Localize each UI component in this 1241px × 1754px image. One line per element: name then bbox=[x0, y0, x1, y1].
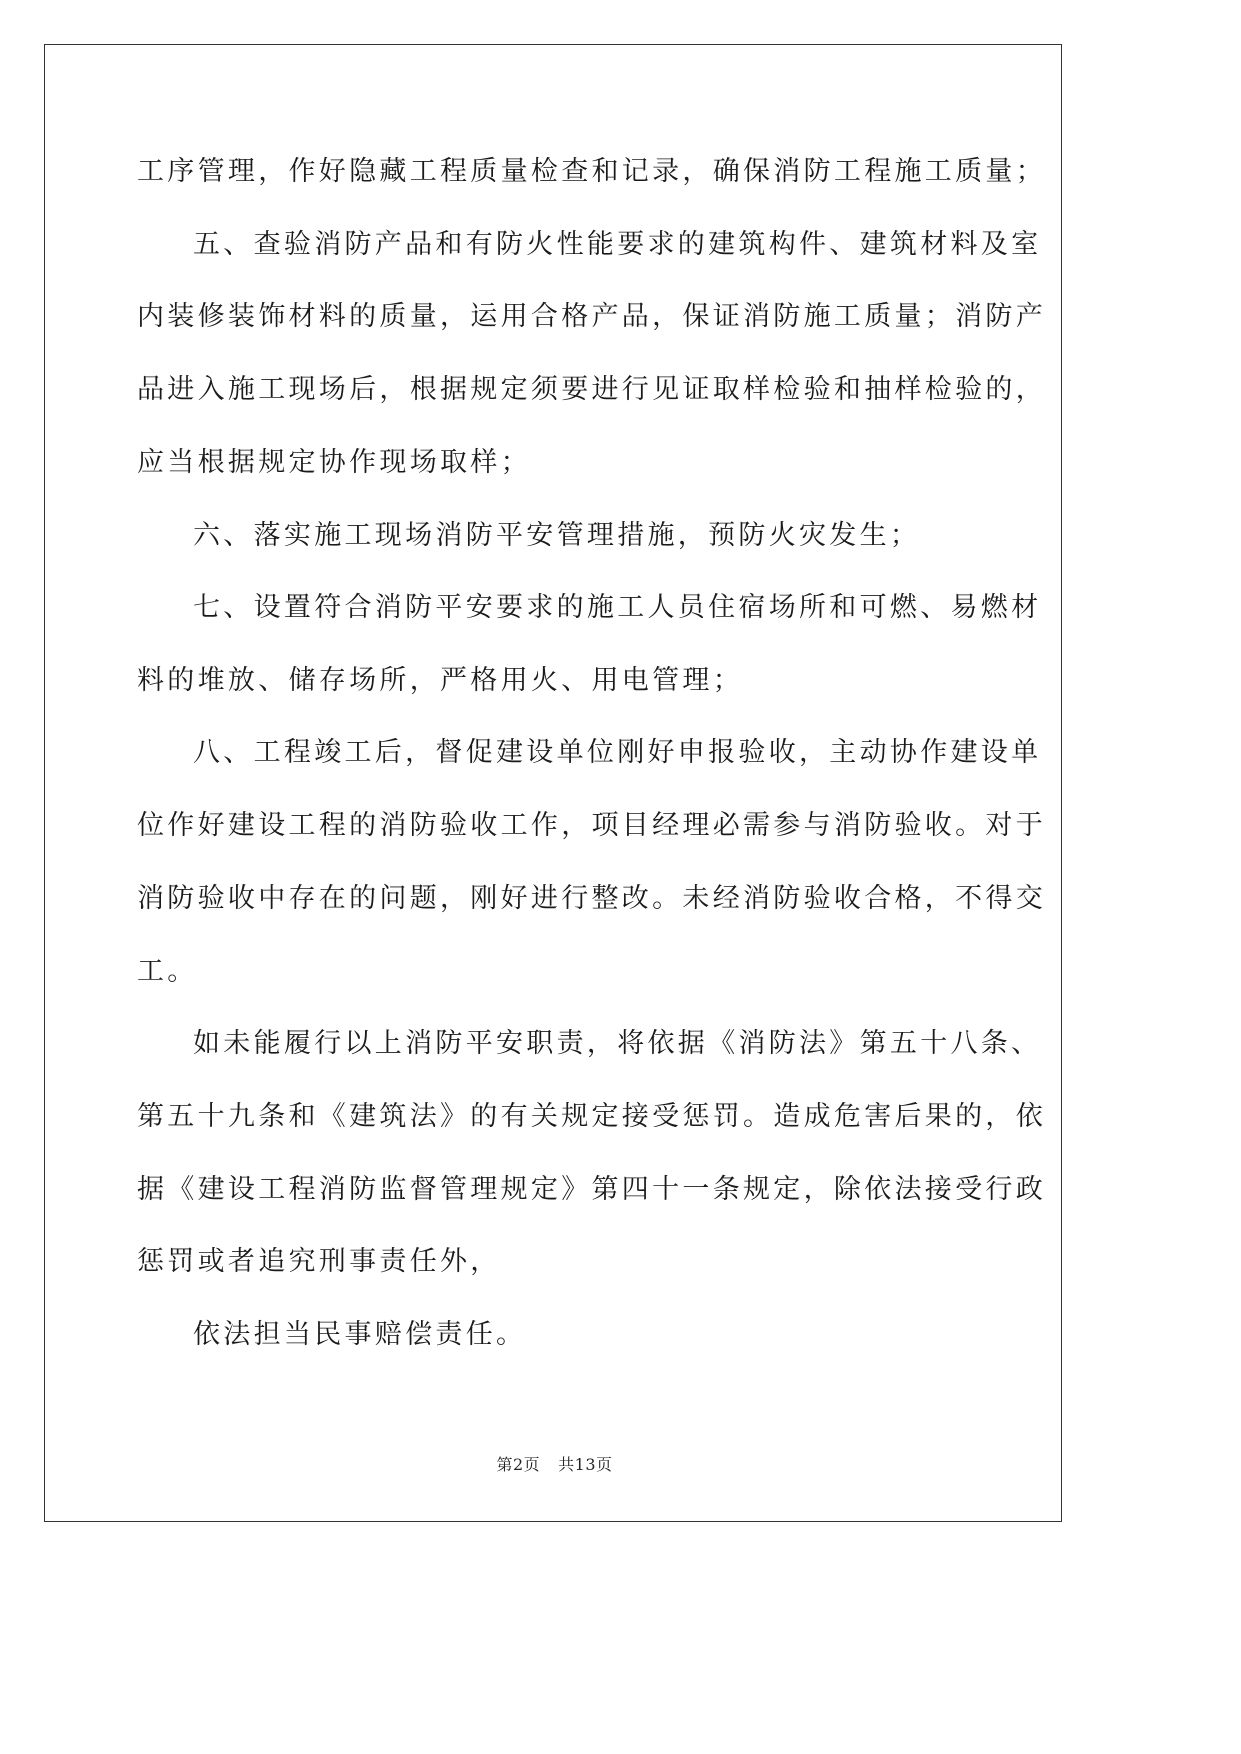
text-line: 六、落实施工现场消防平安管理措施，预防火灾发生； bbox=[193, 520, 921, 551]
page-footer bbox=[0, 1452, 1109, 1475]
page-border bbox=[44, 44, 1062, 1522]
text-line: 五、查验消防产品和有防火性能要求的建筑构件、建筑材料及室 bbox=[193, 229, 1042, 260]
page-number: 第2页 bbox=[496, 1455, 541, 1474]
text-line: 内装修装饰材料的质量，运用合格产品，保证消防施工质量；消防产 bbox=[137, 301, 1046, 332]
text-line: 工序管理，作好隐藏工程质量检查和记录，确保消防工程施工质量； bbox=[137, 156, 1046, 187]
text-line: 八、工程竣工后，督促建设单位刚好申报验收，主动协作建设单 bbox=[193, 737, 1042, 768]
page-total: 共13页 bbox=[558, 1455, 613, 1474]
text-line: 如未能履行以上消防平安职责，将依据《消防法》第五十八条、 bbox=[193, 1028, 1042, 1059]
text-line: 据《建设工程消防监督管理规定》第四十一条规定，除依法接受行政 bbox=[137, 1174, 1046, 1205]
text-line: 应当根据规定协作现场取样； bbox=[137, 447, 531, 478]
text-line: 第五十九条和《建筑法》的有关规定接受惩罚。造成危害后果的，依 bbox=[137, 1101, 1046, 1132]
text-line: 七、设置符合消防平安要求的施工人员住宿场所和可燃、易燃材 bbox=[193, 592, 1042, 623]
text-line: 位作好建设工程的消防验收工作，项目经理必需参与消防验收。对于 bbox=[137, 810, 1046, 841]
text-line: 品进入施工现场后，根据规定须要进行见证取样检验和抽样检验的， bbox=[137, 374, 1046, 405]
text-line: 消防验收中存在的问题，刚好进行整改。未经消防验收合格，不得交 bbox=[137, 883, 1046, 914]
text-line: 惩罚或者追究刑事责任外， bbox=[137, 1246, 501, 1277]
text-line: 工。 bbox=[137, 956, 198, 987]
text-line: 依法担当民事赔偿责任。 bbox=[193, 1319, 527, 1350]
text-line: 料的堆放、储存场所，严格用火、用电管理； bbox=[137, 665, 743, 696]
